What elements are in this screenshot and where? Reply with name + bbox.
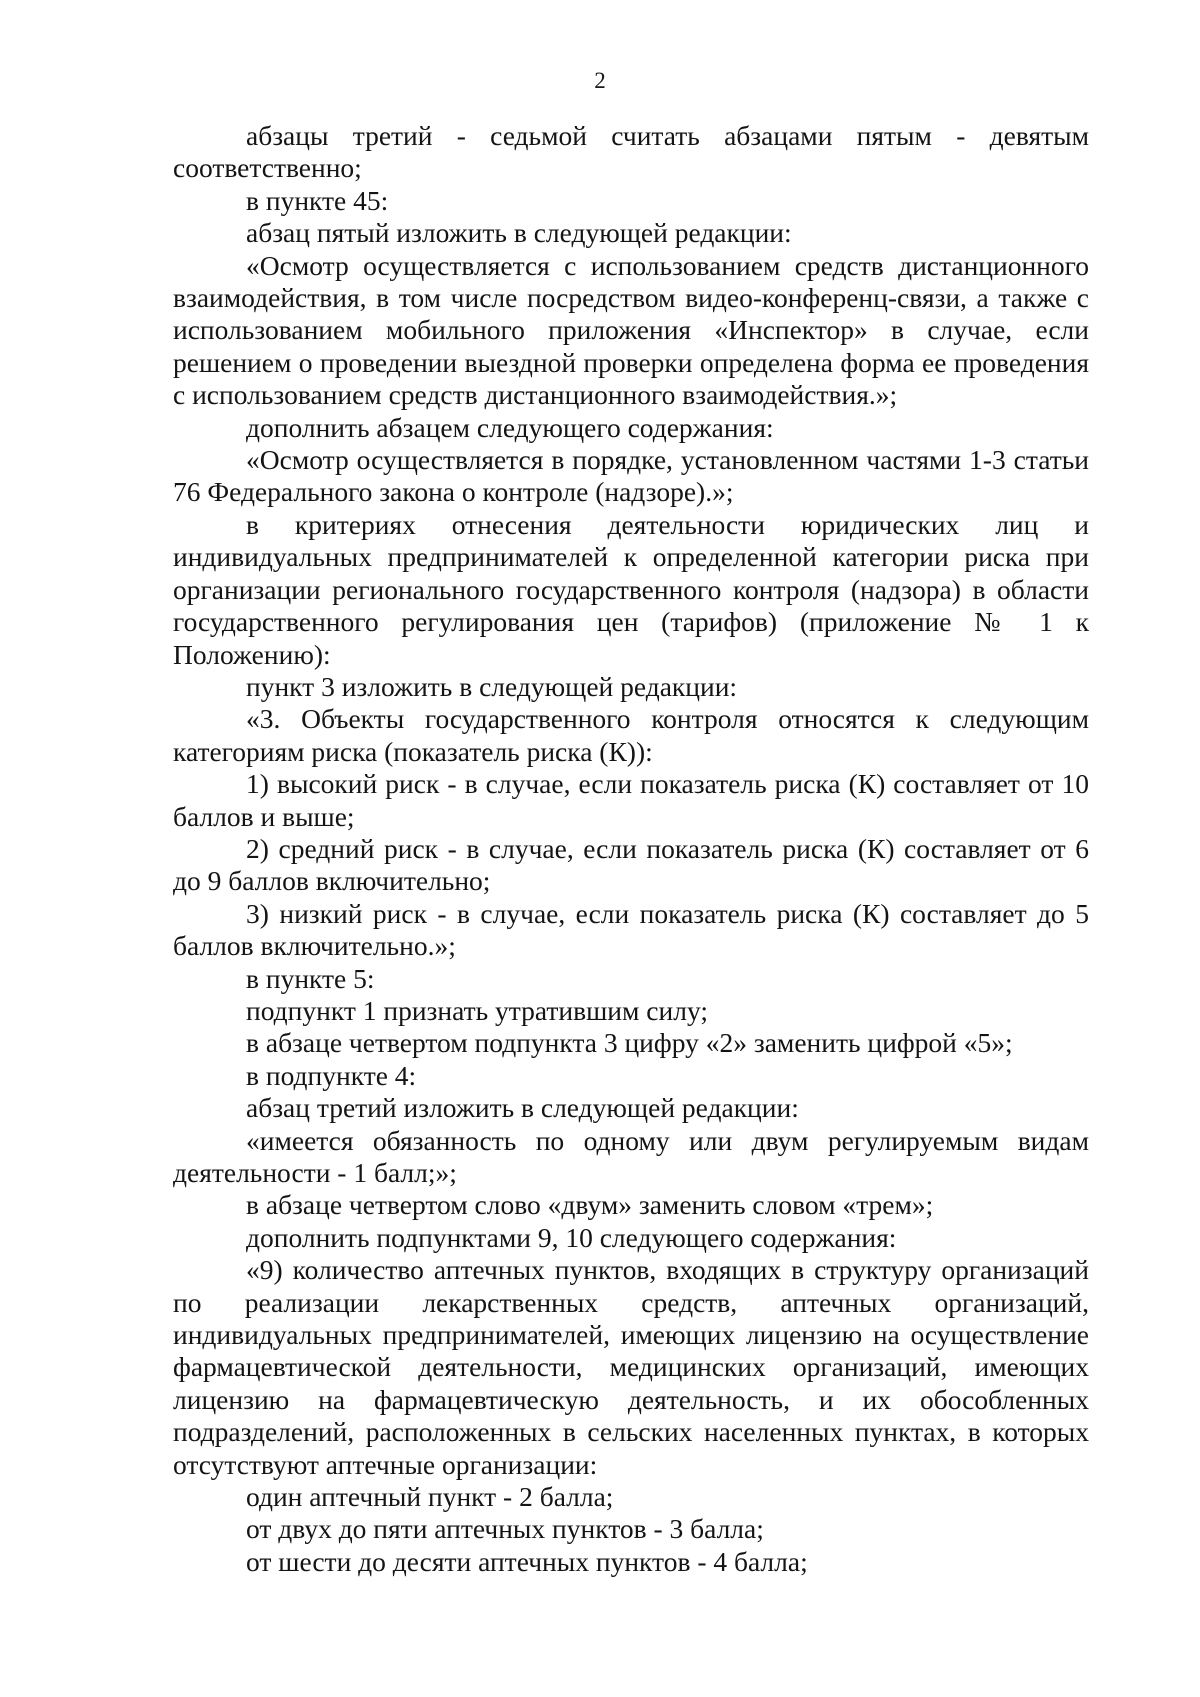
paragraph: от шести до десяти аптечных пунктов - 4 балла;	[246, 1545, 808, 1577]
paragraph: пункт 3 изложить в следующей редакции:	[246, 670, 738, 702]
paragraph: в пункте 45:	[246, 184, 389, 216]
paragraph: абзац пятый изложить в следующей редакции:	[246, 217, 792, 249]
paragraph: от двух до пяти аптечных пунктов - 3 балла;	[246, 1513, 764, 1545]
paragraph: подпункт 1 признать утратившим силу;	[246, 994, 708, 1026]
paragraph: «Осмотр осуществляется в порядке, установленном частями 1-3 статьи 76 Федерального закона о контроле (надзоре).»;	[173, 444, 1089, 508]
page-number: 2	[594, 68, 606, 93]
paragraph: в пункте 5:	[246, 962, 375, 994]
paragraph: в абзаце четвертом подпункта 3 цифру «2» заменить цифрой «5»;	[246, 1027, 1013, 1059]
paragraph: «Осмотр осуществляется с использованием средств дистанционного взаимодействия, в том числе посредством видео-конференц-связи, а также с использованием мобильного приложения «Инспектор» в случае, если решением о проведении выездной проверки определена форма ее проведения с использованием средств дистанционного взаимодействия.»;	[173, 249, 1089, 411]
paragraph: абзацы третий - седьмой считать абзацами пятым - девятым соответственно;	[173, 120, 1089, 184]
paragraph: дополнить абзацем следующего содержания:	[246, 411, 774, 443]
paragraph: один аптечный пункт - 2 балла;	[246, 1481, 614, 1513]
paragraph: 1) высокий риск - в случае, если показатель риска (К) составляет от 10 баллов и выше;	[173, 768, 1089, 832]
paragraph: в абзаце четвертом слово «двум» заменить словом «трем»;	[246, 1189, 934, 1221]
paragraph: в подпункте 4:	[246, 1059, 417, 1091]
paragraph: «9) количество аптечных пунктов, входящих в структуру организаций по реализации лекарственных средств, аптечных организаций, индивидуальных предпринимателей, имеющих лицензию на осуществление фармацевтической деятельности, медицинских организаций, имеющих лицензию на фармацевтическую деятельность, и их обособленных подразделений, расположенных в сельских населенных пунктах, в которых отсутствуют аптечные организации:	[173, 1254, 1089, 1480]
paragraph: абзац третий изложить в следующей редакции:	[246, 1092, 799, 1124]
paragraph: дополнить подпунктами 9, 10 следующего содержания:	[246, 1221, 897, 1253]
paragraph: 3) низкий риск - в случае, если показатель риска (К) составляет до 5 баллов включительно.»;	[173, 897, 1089, 962]
paragraph: «имеется обязанность по одному или двум регулируемым видам деятельности - 1 балл;»;	[173, 1124, 1089, 1188]
paragraph: «3. Объекты государственного контроля относятся к следующим категориям риска (показатель риска (К)):	[173, 703, 1089, 767]
document-body	[173, 120, 1089, 1578]
paragraph: в критериях отнесения деятельности юридических лиц и индивидуальных предпринимателей к определенной категории риска при организации регионального государственного контроля (надзора) в области государственного регулирования цен (тарифов) (приложение № 1 к Положению):	[173, 508, 1089, 670]
paragraph: 2) средний риск - в случае, если показатель риска (К) составляет от 6 до 9 баллов включительно;	[173, 832, 1089, 897]
